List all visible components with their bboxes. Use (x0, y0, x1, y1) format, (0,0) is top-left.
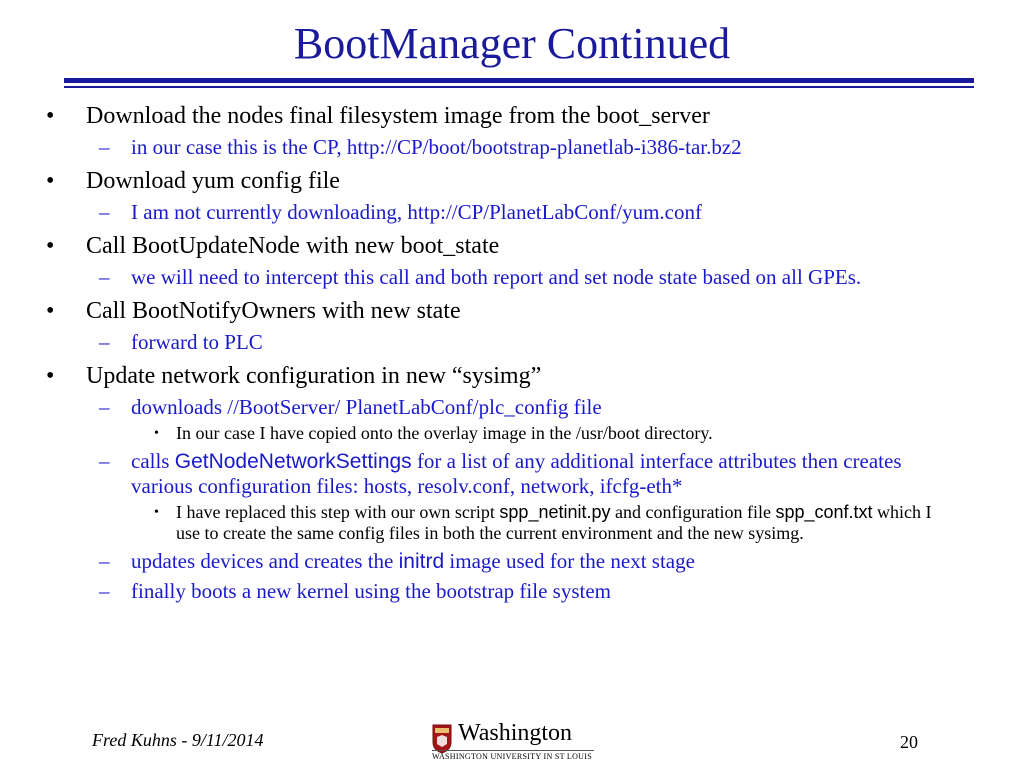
slide-title: BootManager Continued (293, 19, 731, 68)
subbullet-text: in our case this is the CP, http://CP/boot/bootstrap-planetlab-i386-tar.bz2 (131, 135, 742, 159)
subbullet-forward-plc (99, 330, 961, 354)
dash-mark: – (99, 265, 110, 289)
subbullet-boots-kernel (99, 579, 961, 603)
logo-divider (432, 750, 594, 751)
code-text: initrd (398, 550, 445, 573)
subbullet-text: we will need to intercept this call and both report and set node state based on all GPEs. (131, 265, 862, 289)
code-text: spp_netinit.py (499, 502, 611, 522)
logo-subtitle: WASHINGTON UNIVERSITY IN ST LOUIS (432, 752, 592, 761)
subsubbullet-text-mid: and configuration file (610, 502, 776, 522)
university-logo (432, 722, 597, 762)
slide-content (0, 94, 1024, 603)
subbullet-intercept-call (99, 265, 961, 289)
bullet-download-image (46, 102, 966, 130)
dash-mark: – (99, 330, 110, 354)
subbullet-get-node-network-settings (99, 449, 961, 498)
subsubbullet-overlay-image (154, 423, 946, 444)
title-rule-thin (64, 86, 974, 88)
subbullet-text: I am not currently downloading, http://CP/PlanetLabConf/yum.conf (131, 200, 702, 224)
subsubbullet-text-pre: I have replaced this step with our own script (176, 502, 500, 522)
subsubbullet-spp-netinit (154, 502, 946, 544)
subbullet-yum-url (99, 200, 961, 224)
bullet-mark: • (46, 103, 55, 129)
subbullet-text-post: for a list of any additional interface attributes then creates various configuration files: hosts, resolv.conf, network, ifcfg-eth* (131, 449, 902, 498)
bullet-text: Download the nodes final filesystem image from the boot_server (86, 103, 710, 129)
code-text: GetNodeNetworkSettings (174, 450, 412, 473)
dash-mark: – (99, 449, 110, 473)
subbullet-cp-url (99, 135, 961, 159)
subbullet-text: forward to PLC (131, 330, 263, 354)
logo-name: Washington (458, 720, 573, 746)
subbullet-text: finally boots a new kernel using the bootstrap file system (131, 579, 611, 603)
subbullet-text-post: image used for the next stage (444, 549, 695, 573)
bullet-text: Call BootNotifyOwners with new state (86, 298, 461, 324)
dash-mark: – (99, 200, 110, 224)
subsubbullet-text-post: which I use to create the same config files in both the current environment and the new sysimg. (176, 502, 932, 543)
subbullet-initrd (99, 549, 961, 574)
dash-mark: – (99, 549, 110, 573)
bullet-text: Update network configuration in new “sysimg” (86, 363, 542, 389)
bullet-text: Call BootUpdateNode with new boot_state (86, 233, 500, 259)
bullet-boot-update-node (46, 232, 966, 260)
subbullet-text-pre: calls (131, 449, 175, 473)
footer-author-date: Fred Kuhns - 9/11/2014 (92, 730, 264, 750)
subbullet-text: downloads //BootServer/ PlanetLabConf/plc_config file (131, 395, 602, 419)
subbullet-downloads-plc-config (99, 395, 961, 419)
bullet-mark: • (46, 233, 55, 259)
dash-mark: – (99, 395, 110, 419)
dash-mark: – (99, 579, 110, 603)
page-number: 20 (900, 732, 918, 752)
subsubbullet-text: In our case I have copied onto the overlay image in the /usr/boot directory. (176, 423, 713, 443)
bullet-download-yum (46, 167, 966, 195)
sub-bullet-mark: • (154, 505, 159, 520)
bullet-boot-notify-owners (46, 297, 966, 325)
sub-bullet-mark: • (154, 426, 159, 441)
code-text: spp_conf.txt (775, 502, 873, 522)
dash-mark: – (99, 135, 110, 159)
subbullet-text-pre: updates devices and creates the (131, 549, 399, 573)
bullet-mark: • (46, 298, 55, 324)
bullet-text: Download yum config file (86, 168, 340, 194)
bullet-mark: • (46, 363, 55, 389)
bullet-mark: • (46, 168, 55, 194)
title-rule-thick (64, 78, 974, 83)
bullet-update-network (46, 362, 966, 390)
